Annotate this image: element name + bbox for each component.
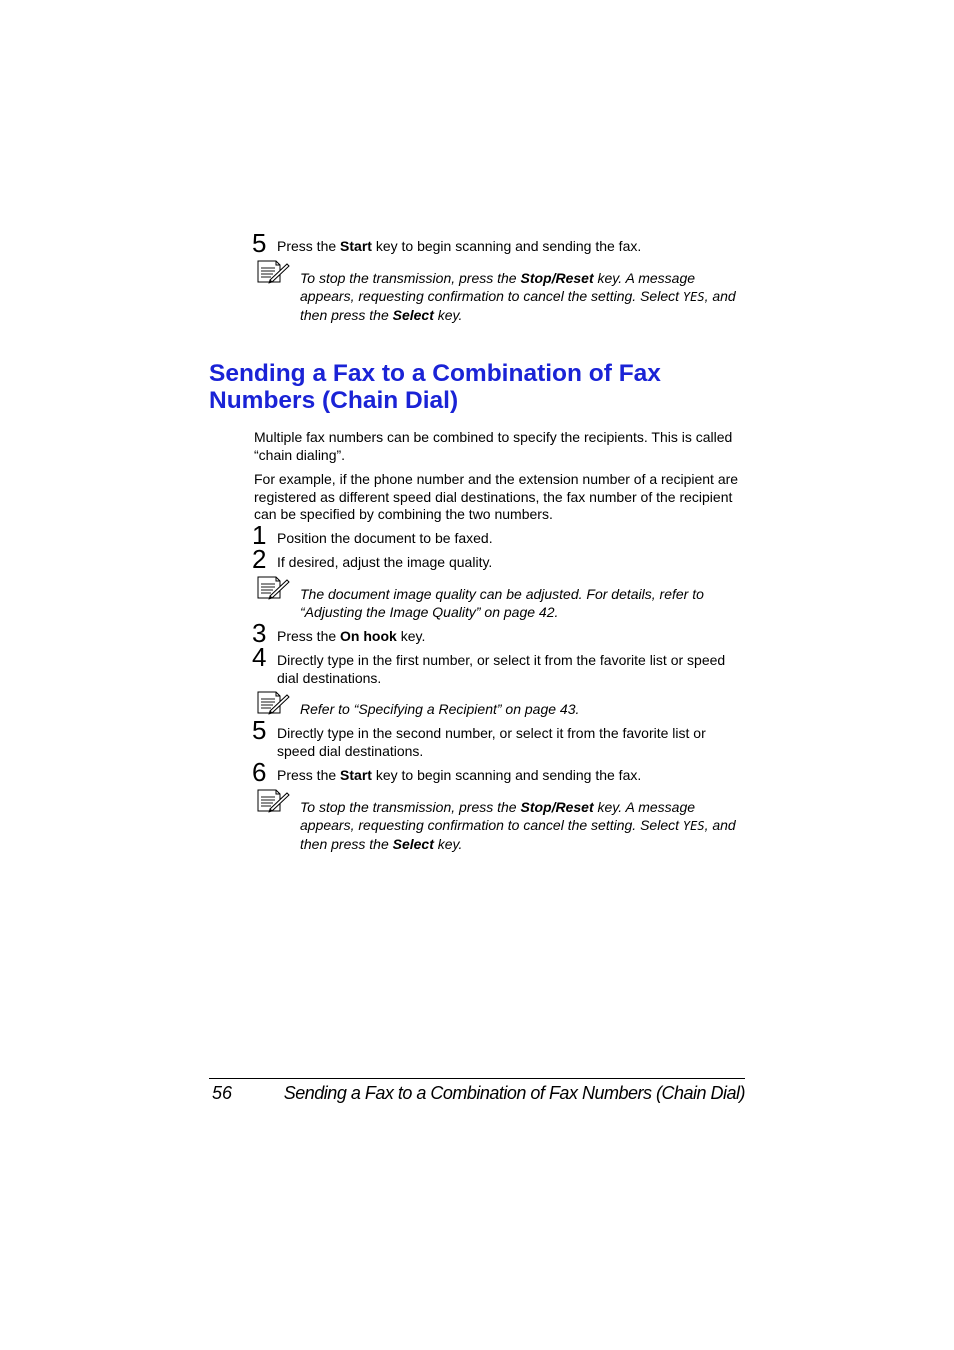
step-text: Directly type in the second number, or select it from the favorite list or speed dial destinations. xyxy=(277,725,706,759)
note-text: The document image quality can be adjusted. For details, refer to “Adjusting the Image Quality” on page 42. xyxy=(300,586,704,620)
page-number: 56 xyxy=(212,1083,233,1103)
step-number: 5 xyxy=(252,228,267,258)
note-pencil-icon xyxy=(256,260,290,284)
step-text: Directly type in the first number, or select it from the favorite list or speed dial destinations. xyxy=(277,652,726,686)
note-text: To stop the transmission, press the Stop/Reset key. A message appears, requesting confirmation to cancel the setting. Select YES, and then press the Select key. xyxy=(300,799,736,852)
step-text: Press the Start key to begin scanning and sending the fax. xyxy=(277,767,642,783)
intro-paragraph-1: Multiple fax numbers can be combined to specify the recipients. This is called “chain dialing”. xyxy=(254,429,733,463)
step-number: 5 xyxy=(252,715,267,745)
step-text: Press the Start key to begin scanning and sending the fax. xyxy=(277,238,642,254)
step-text: If desired, adjust the image quality. xyxy=(277,554,493,570)
note-pencil-icon xyxy=(256,576,290,600)
step-text: Press the On hook key. xyxy=(277,628,426,644)
note-pencil-icon xyxy=(256,691,290,715)
footer-rule xyxy=(209,1078,745,1079)
step-number: 6 xyxy=(252,757,267,787)
step-number: 2 xyxy=(252,544,267,574)
step-number: 4 xyxy=(252,642,267,672)
note-text: Refer to “Specifying a Recipient” on page 43. xyxy=(300,701,580,717)
step-number: 1 xyxy=(252,520,267,550)
step-number: 3 xyxy=(252,618,267,648)
note-text: To stop the transmission, press the Stop/Reset key. A message appears, requesting confirmation to cancel the setting. Select YES, and then press the Select key. xyxy=(300,270,736,323)
footer-title: Sending a Fax to a Combination of Fax Numbers (Chain Dial) xyxy=(283,1083,745,1103)
note-pencil-icon xyxy=(256,789,290,813)
section-heading: Sending a Fax to a Combination of Fax Numbers (Chain Dial) xyxy=(209,360,661,414)
step-text: Position the document to be faxed. xyxy=(277,530,493,546)
intro-paragraph-2: For example, if the phone number and the extension number of a recipient are registered as different speed dial destinations, the fax number of the recipient can be specified by combining the two numbers. xyxy=(254,471,739,523)
